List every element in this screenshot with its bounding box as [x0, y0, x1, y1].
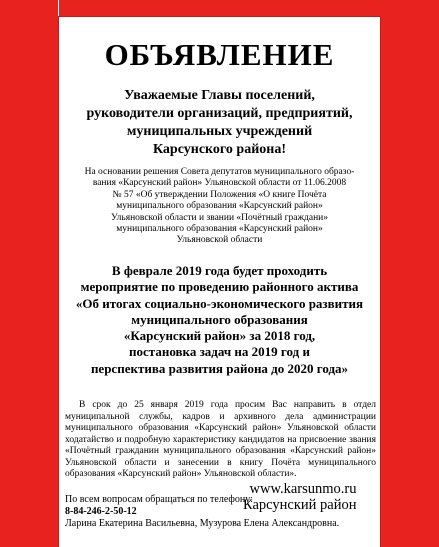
legal-basis — [63, 167, 376, 247]
basis-line: № 57 «Об утверждении Положения «О книге Почёта — [112, 189, 327, 200]
announcement-sheet — [59, 17, 380, 547]
greeting — [59, 87, 380, 159]
basis-line: На основании решения Совета депутатов муниципального образо- — [84, 167, 355, 177]
greeting-line: Карсунского района! — [152, 142, 287, 157]
contact-names: Ларина Екатерина Васильевна, Музурова Елена Александровна. — [65, 518, 340, 529]
sheet-edge-line — [58, 0, 59, 17]
basis-line: Ульяновской области и звании «Почётный граждани» — [110, 212, 329, 223]
event-block — [59, 263, 380, 377]
request-paragraph: В срок до 25 января 2019 года просим Вас направить в отдел муниципальной службы, кадров и архивного дела администрации муниципального образования «Карсунский район» Ульяновской области ходатайство и подробную характеристику кандидатов на присвоение звания «Почётный гражданин муниципального образования «Карсунский район» Ульяновской области и занесении в книгу Почёта муниципального образования «Карсунский район» Ульяновской области». — [65, 400, 376, 479]
event-line: «Об итогах социально-экономического развития — [75, 295, 364, 311]
basis-line: Ульяновской области — [176, 235, 263, 246]
basis-line: вания «Карсунский район» Ульяновской области от 11.06.2008 — [92, 178, 347, 189]
event-line: перспектива развития района до 2020 года» — [90, 360, 349, 376]
watermark — [243, 481, 357, 513]
greeting-line: Уважаемые Главы поселений, — [124, 88, 315, 103]
contacts-intro: По всем вопросам обращаться по телефону: — [65, 494, 253, 505]
event-line: В феврале 2019 года будет проходить — [111, 263, 328, 278]
watermark-url: www.karsunmo.ru — [249, 481, 357, 497]
contact-phone: 8-84-246-2-50-12 — [65, 506, 137, 517]
greeting-line: руководители организаций, предприятий, — [86, 106, 353, 121]
basis-line: муниципального образования «Карсунский район» — [116, 224, 323, 235]
event-line: постановка задач на 2019 год и — [129, 344, 310, 360]
watermark-name: Карсунский район — [243, 497, 357, 513]
event-line: мероприятие по проведению районного актива — [80, 279, 359, 295]
headline: ОБЪЯВЛЕНИЕ — [104, 37, 335, 72]
event-line: «Карсунский район» за 2018 год, — [123, 328, 316, 344]
basis-line: муниципального образования «Карсунский район» — [116, 201, 323, 212]
greeting-line: муниципальных учреждений — [126, 124, 313, 139]
event-line: муниципального образования — [131, 311, 308, 327]
